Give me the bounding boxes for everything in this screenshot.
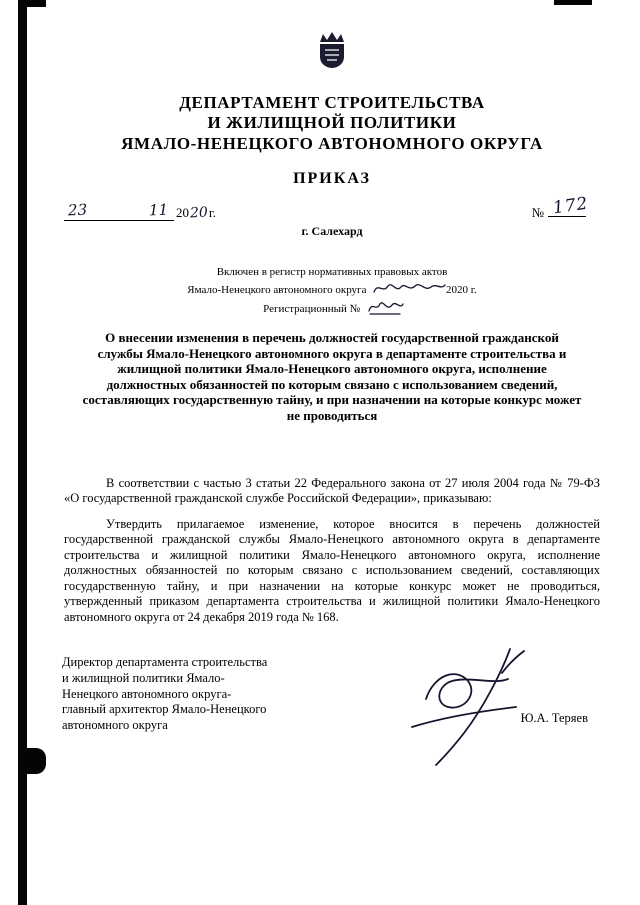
registry-stamp: [62, 265, 602, 316]
registry-line2-prefix: Ямало-Ненецкого автономного округа: [187, 284, 367, 297]
organization-name: [62, 93, 602, 154]
registry-stamp-line1: Включен в регистр нормативных правовых актов: [216, 266, 448, 279]
handwritten-year: 20: [189, 204, 209, 222]
handwritten-day: 23: [67, 200, 88, 220]
org-name-line3: ЯМАЛО-НЕНЕЦКОГО АВТОНОМНОГО ОКРУГА: [121, 133, 543, 153]
date-and-number-row: [62, 193, 602, 222]
signer-position-line1: Директор департамента строительства: [62, 655, 268, 670]
registry-line3-prefix: Регистрационный №: [263, 302, 361, 315]
signer-position-line4: главный архитектор Ямало-Ненецкого: [62, 702, 267, 717]
document-type-heading: ПРИКАЗ: [293, 170, 371, 188]
scan-artifact-binding-mark: [18, 748, 46, 774]
handwritten-number: 172: [551, 193, 590, 219]
document-content: [62, 0, 602, 785]
document-title: О внесении изменения в перечень должностей государственной гражданской службы Ямало-Ненецкого автономного округа в департаменте строительства и жилищной политики Ямало-Ненецкого автономного округа, исполнение должностных обязанностей по которым связано с использованием сведений, составляющих государственную тайну, и при назначении на которые конкурс может не проводиться: [82, 330, 582, 424]
signature-block: [62, 655, 602, 785]
body-paragraph-1: В соответствии с частью 3 статьи 22 Федерального закона от 27 июля 2004 года № 79-ФЗ «О государственной гражданской службе Российской Федерации», приказываю:: [64, 475, 600, 506]
org-name-line1: ДЕПАРТАМЕНТ СТРОИТЕЛЬСТВА: [179, 93, 485, 112]
coat-of-arms-icon: [313, 30, 351, 76]
handwritten-month: 11: [148, 200, 169, 220]
signer-position-line2: и жилищной политики Ямало-: [62, 670, 225, 685]
registry-stamp-line2: [62, 279, 602, 297]
handwritten-signature: [352, 637, 562, 777]
signer-position-line3: Ненецкого автономного округа-: [62, 686, 232, 701]
document-date: [64, 201, 216, 221]
signer-position-line5: автономного округа: [62, 718, 168, 733]
handwritten-registry-date: [371, 279, 447, 297]
coat-of-arms: [62, 0, 602, 81]
body-paragraph-2: Утвердить прилагаемое изменение, которое вносится в перечень должностей государственной гражданской службы Ямало-Ненецкого автономного округа в департаменте строительства и жилищной политики Ямало-Ненецкого автономного округа, исполнение должностных обязанностей по которым связано с использованием сведений, составляющих государственную тайну, и при назначении на которые конкурс может не проводиться, утвержденный приказом департамента строительства и жилищной политики Ямало-Ненецкого автономного округа от 24 декабря 2019 года № 168.: [64, 516, 600, 624]
date-underline: [64, 201, 174, 221]
document-number: [531, 193, 590, 221]
signer-position: [62, 655, 352, 734]
year-prefix: 20: [176, 205, 189, 221]
handwritten-registration-number: [365, 298, 405, 316]
registry-line2-suffix: 2020 г.: [445, 284, 477, 297]
org-name-line2: И ЖИЛИЩНОЙ ПОЛИТИКИ: [207, 113, 457, 133]
city-line: г. Салехард: [301, 224, 363, 239]
signer-name: Ю.А. Теряев: [520, 711, 588, 726]
scan-artifact-top-left: [18, 0, 46, 7]
year-suffix: г.: [208, 205, 216, 221]
number-sign: №: [531, 205, 544, 221]
registry-stamp-line3: [62, 298, 602, 316]
